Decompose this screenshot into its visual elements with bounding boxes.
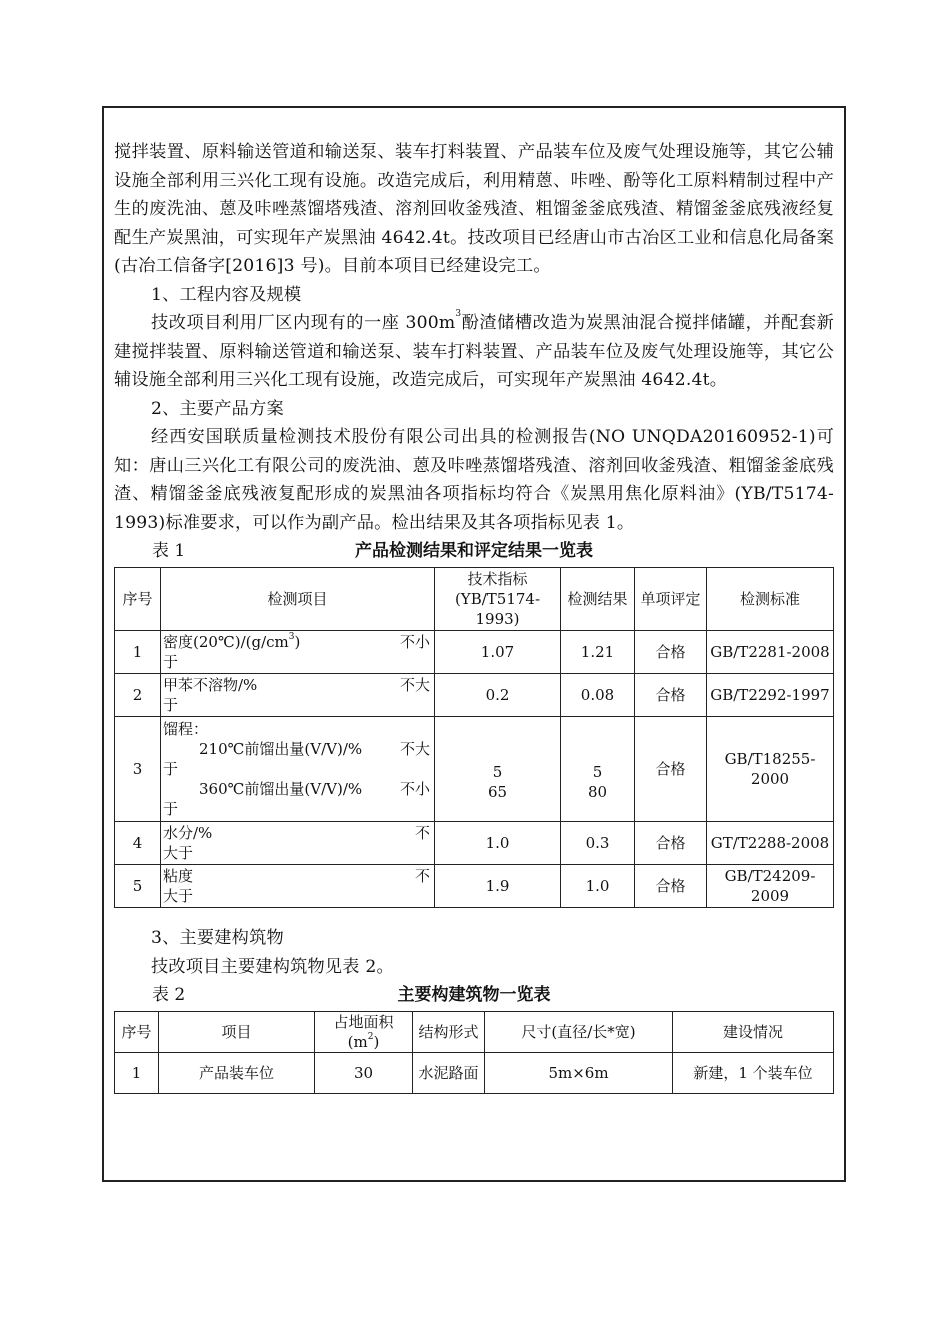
- row-item: 密度$(20℃)/(g/cm^3)$ 不小 于: [161, 631, 435, 674]
- paragraph-intro: 搅拌装置、原料输送管道和输送泵、装车打料装置、产品装车位及废气处理设施等，其它公辅设施全部利用三兴化工现有设施。改造完成后，利用精蒽、咔唑、酚等化工原料精制过程中产生的废洗油、蒽及咔唑蒸馏塔残渣、溶剂回收釜残渣、粗馏釜釜底残渣、精馏釜釜底残液经复配生产炭黑油，可实现年产炭黑油 4642.4t。技改项目已经唐山市古冶区工业和信息化局备案(古冶工信备字[2016]3 号)。目前本项目已经建设完工。: [114, 142, 834, 276]
- header-structure: 结构形式: [413, 1012, 485, 1053]
- table-header-row: [115, 1012, 834, 1053]
- header-standard: 检测标准: [707, 568, 834, 631]
- row-area: 30: [315, 1053, 413, 1094]
- table2-caption: [114, 983, 834, 1011]
- row-no: 2: [115, 674, 161, 717]
- table2-number: 表 2: [152, 985, 186, 1005]
- buildings-table: [114, 1011, 834, 1094]
- document-content: [114, 138, 834, 1094]
- row-item: 产品装车位: [159, 1053, 315, 1094]
- row-eval: 合格: [635, 865, 707, 908]
- header-no: 序号: [115, 568, 161, 631]
- heading-scope: 1、工程内容及规模: [151, 284, 302, 305]
- row-standard: GB/T2292-1997: [707, 674, 834, 717]
- row-size: 5m×6m: [485, 1053, 673, 1094]
- header-area: 占地面积 $(m^2)$: [315, 1012, 413, 1053]
- row-spec: 5 65: [435, 717, 561, 822]
- row-result: 1.0: [561, 865, 635, 908]
- header-eval: 单项评定: [635, 568, 707, 631]
- paragraph-buildings: 技改项目主要建构筑物见表 2。: [151, 956, 394, 977]
- row-no: 1: [115, 1053, 159, 1094]
- document-frame: [102, 106, 846, 1182]
- header-spec: 技术指标(YB/T5174-1993): [435, 568, 561, 631]
- table-row: [115, 1053, 834, 1094]
- row-spec: 0.2: [435, 674, 561, 717]
- row-standard: GB/T18255-2000: [707, 717, 834, 822]
- header-status: 建设情况: [673, 1012, 834, 1053]
- row-item: 水分/% 不 大于: [161, 822, 435, 865]
- row-status: 新建，1 个装车位: [673, 1053, 834, 1094]
- row-no: 4: [115, 822, 161, 865]
- row-result: 5 80: [561, 717, 635, 822]
- header-item: 项目: [159, 1012, 315, 1053]
- row-standard: GB/T2281-2008: [707, 631, 834, 674]
- row-item: 馏程： 210℃前馏出量(V/V)/% 不大 于 360℃前馏出量(V/V)/% 不小 于: [161, 717, 435, 822]
- header-result: 检测结果: [561, 568, 635, 631]
- row-spec: 1.0: [435, 822, 561, 865]
- table1-caption: [114, 539, 834, 567]
- table2-title: 主要构建筑物一览表: [397, 985, 551, 1005]
- row-result: 0.3: [561, 822, 635, 865]
- row-eval: 合格: [635, 674, 707, 717]
- row-item: 甲苯不溶物/% 不大 于: [161, 674, 435, 717]
- row-eval: 合格: [635, 631, 707, 674]
- row-standard: GT/T2288-2008: [707, 822, 834, 865]
- header-item: 检测项目: [161, 568, 435, 631]
- row-no: 5: [115, 865, 161, 908]
- paragraph-products: 经西安国联质量检测技术股份有限公司出具的检测报告(NO UNQDA20160952-1)可知：唐山三兴化工有限公司的废洗油、蒽及咔唑蒸馏塔残渣、溶剂回收釜残渣、粗馏釜釜底残渣、精馏釜釜底残液复配形成的炭黑油各项指标均符合《炭黑用焦化原料油》(YB/T5174-1993)标准要求，可以作为副产品。检出结果及其各项指标见表 1。: [114, 427, 834, 533]
- row-eval: 合格: [635, 822, 707, 865]
- heading-products: 2、主要产品方案: [151, 398, 284, 419]
- row-result: 1.21: [561, 631, 635, 674]
- table-row: [115, 865, 834, 908]
- row-spec: 1.07: [435, 631, 561, 674]
- product-test-table: [114, 567, 834, 908]
- table-header-row: [115, 568, 834, 631]
- row-spec: 1.9: [435, 865, 561, 908]
- table-row: [115, 717, 834, 822]
- table1-number: 表 1: [152, 541, 186, 561]
- heading-buildings: 3、主要建构筑物: [151, 928, 284, 948]
- row-result: 0.08: [561, 674, 635, 717]
- row-no: 1: [115, 631, 161, 674]
- row-item: 粘度 不 大于: [161, 865, 435, 908]
- row-no: 3: [115, 717, 161, 822]
- table1-title: 产品检测结果和评定结果一览表: [355, 541, 593, 561]
- header-no: 序号: [115, 1012, 159, 1053]
- header-size: 尺寸(直径/长*宽): [485, 1012, 673, 1053]
- table-row: [115, 674, 834, 717]
- paragraph-scope: 技改项目利用厂区内现有的一座 $300m^3$酚渣储槽改造为炭黑油混合搅拌储罐，并配套新建搅拌装置、原料输送管道和输送泵、装车打料装置、产品装车位及废气处理设施等，其它公辅设施全部利用三兴化工现有设施，改造完成后，可实现年产炭黑油 4642.4t。: [114, 309, 835, 390]
- row-standard: GB/T24209-2009: [707, 865, 834, 908]
- row-structure: 水泥路面: [413, 1053, 485, 1094]
- table-row: [115, 631, 834, 674]
- table-row: [115, 822, 834, 865]
- row-eval: 合格: [635, 717, 707, 822]
